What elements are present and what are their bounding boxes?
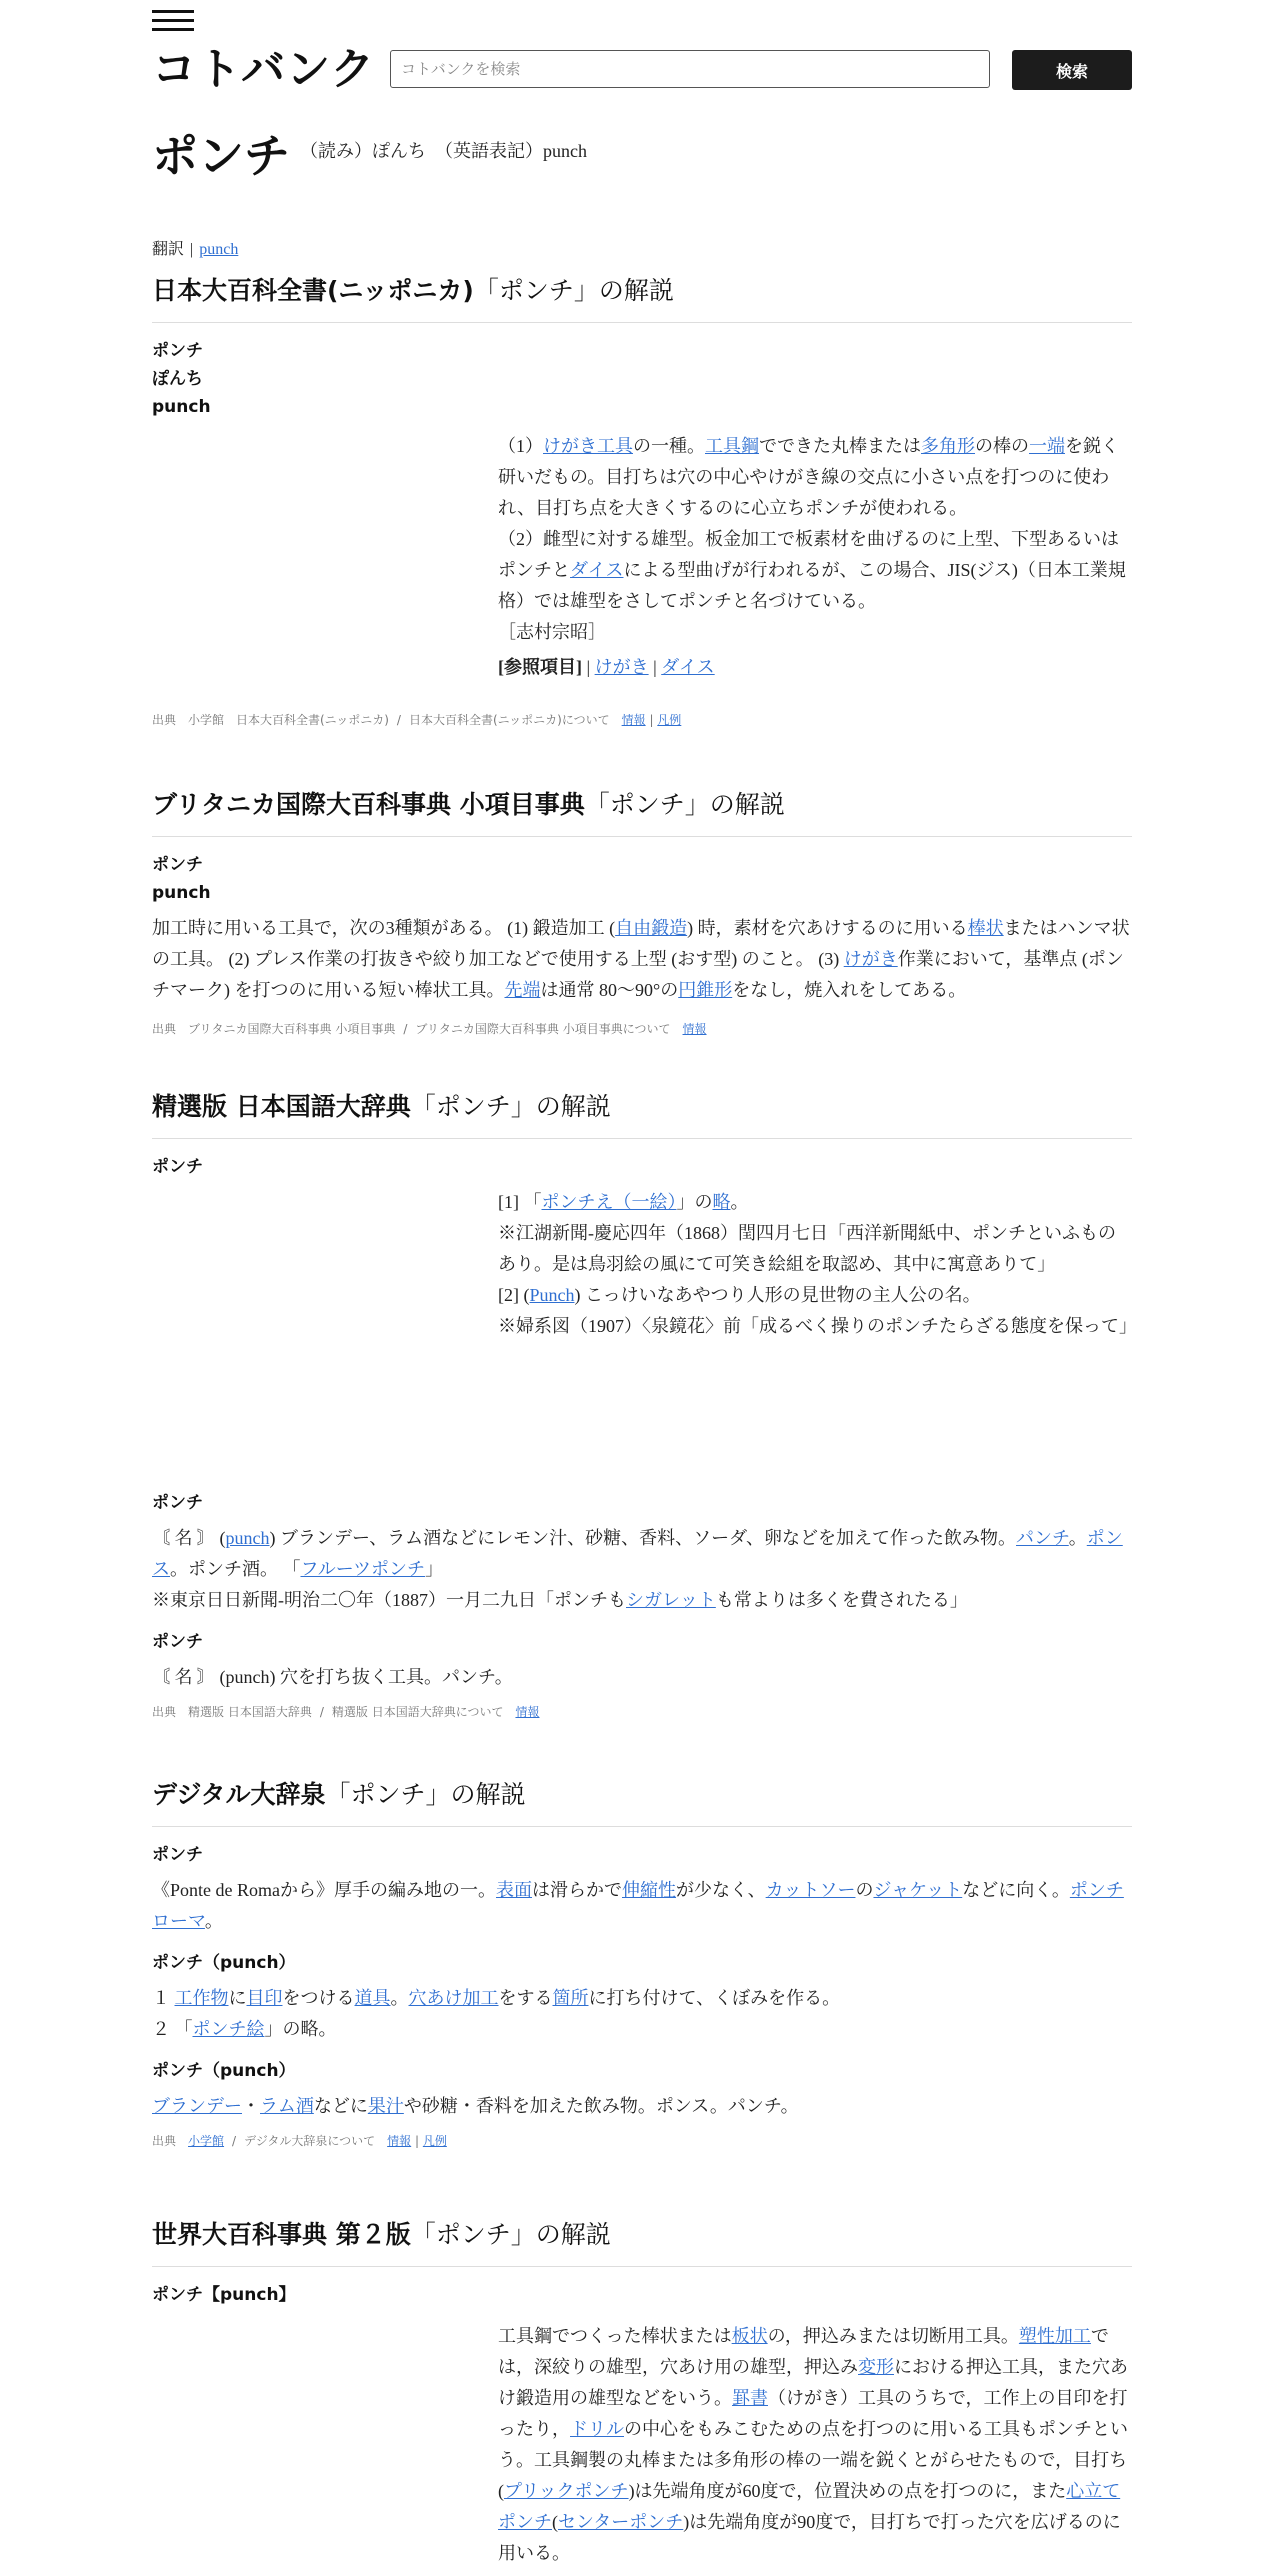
term-link[interactable]: センターポンチ <box>558 2512 684 2532</box>
text: )は先端角度が60度で，位置決めの点を打つのに，また <box>628 2481 1067 2501</box>
term-link[interactable]: ポンチえ（一絵） <box>541 1192 677 1212</box>
term-link[interactable]: 一端 <box>1029 436 1065 456</box>
text: などに向く。 <box>962 1880 1070 1900</box>
term-link[interactable]: 棒状 <box>967 918 1004 938</box>
term-link[interactable]: 箇所 <box>552 1988 589 2008</box>
term-link[interactable]: ポンチローマ <box>152 1880 1124 1931</box>
text: ２ 「 <box>152 2019 193 2039</box>
text: や砂糖・香料を加えた飲み物。ポンス。パンチ。 <box>403 2096 799 2116</box>
entry-body <box>152 1983 1132 2045</box>
definition <box>152 1983 1132 2014</box>
text: ) 時，素材を穴あけするのに用いる <box>687 918 968 938</box>
definition <box>498 1187 1132 1218</box>
page-title: ポンチ <box>152 129 290 183</box>
term-link[interactable]: パンチ <box>1016 1528 1069 1548</box>
section-daijisen <box>152 1778 1132 2149</box>
info-link[interactable]: 情報 <box>682 1022 707 1036</box>
dictionary-name: 精選版 日本国語大辞典 <box>152 1092 411 1121</box>
term-link[interactable]: 板状 <box>731 2326 768 2346</box>
term-link[interactable]: ポンス <box>152 1528 1123 1579</box>
text: ※東京日日新聞-明治二〇年（1887）一月二九日「ポンチも <box>152 1590 626 1610</box>
text: では，深絞りの雄型，穴あけ用の雄型，押込み <box>498 2326 1109 2377</box>
section-sekai <box>152 2218 1132 2569</box>
definition <box>152 2014 1132 2045</box>
entry-body <box>152 1523 1132 1616</box>
source-line: 出典 ブリタニカ国際大百科事典 小項目事典 / ブリタニカ国際大百科事典 小項目事典について 情報 <box>152 1022 707 1036</box>
about-text: ブリタニカ国際大百科事典 小項目事典について <box>415 1022 671 1036</box>
dictionary-name: 日本大百科全書(ニッポニカ) <box>152 276 474 305</box>
term-link[interactable]: 変形 <box>858 2357 894 2377</box>
text: [2] ( <box>498 1285 530 1305</box>
headword: ポンチ <box>152 1157 203 1177</box>
separator: | <box>190 241 194 258</box>
text: をつける <box>282 1988 355 2008</box>
section-title <box>152 2218 1132 2267</box>
author: ［志村宗昭］ <box>498 622 606 642</box>
source-line: 出典 小学館 日本大百科全書(ニッポニカ) / 日本大百科全書(ニッポニカ)について 情報 | 凡例 <box>152 713 682 727</box>
legend-link[interactable]: 凡例 <box>657 713 682 727</box>
source-text: 出典 <box>152 2134 177 2148</box>
section-title <box>152 1778 1132 1827</box>
definition: 〘 名 〙 (punch) 穴を打ち抜く工具。パンチ。 <box>152 1667 513 1687</box>
text: [1] 「 <box>498 1192 542 1212</box>
text: 。 <box>1068 1528 1087 1548</box>
section-title-suffix: 「ポンチ」の解説 <box>325 1780 526 1809</box>
headword: ポンチ <box>152 1493 203 1513</box>
text: またはハンマ状の工具。 (2) プレス作業の打抜きや絞り加工などで使用する上型 (おす型) のこと。 (3) <box>152 918 1130 969</box>
about-text: 日本大百科全書(ニッポニカ)について <box>408 713 610 727</box>
text: をする <box>498 1988 553 2008</box>
text: 。 <box>730 1192 749 1212</box>
text: の <box>855 1880 874 1900</box>
hamburger-menu-icon[interactable] <box>152 10 194 32</box>
entry-body <box>498 431 1132 683</box>
site-logo[interactable]: コトバンク <box>152 44 376 95</box>
term-link[interactable]: 果汁 <box>367 2096 404 2116</box>
section-title <box>152 274 1132 323</box>
text: による型曲げが行われるが、この場合、JIS(ジス)（日本工業規格）では雄型をさしてポンチと名づけている。 <box>498 560 1126 611</box>
term-link[interactable]: プリックポンチ <box>504 2481 629 2501</box>
term-link[interactable]: フルーツポンチ <box>300 1559 426 1579</box>
text: 」の略。 <box>264 2019 337 2039</box>
text: 。ポンチ酒。 「 <box>170 1559 301 1579</box>
translation-link[interactable]: punch <box>199 241 239 258</box>
term-link[interactable]: ダイス <box>570 560 624 580</box>
term-link[interactable]: 多角形 <box>921 436 975 456</box>
text: ・ <box>242 2096 260 2116</box>
term-link[interactable]: カットソー <box>765 1880 856 1900</box>
section-title-suffix: 「ポンチ」の解説 <box>473 276 674 305</box>
definition <box>152 1875 1132 1937</box>
term-link[interactable]: Punch <box>529 1285 575 1305</box>
reading-text: （読み）ぽんち （英語表記）punch <box>300 140 587 161</box>
text: は滑らかで <box>532 1880 622 1900</box>
text: は通常 80～90°の <box>540 980 679 1000</box>
text: に打ち付けて、くぼみを作る。 <box>588 1988 841 2008</box>
headword-reading: ぽんち <box>152 369 203 389</box>
section-title <box>152 788 1132 837</box>
section-title-suffix: 「ポンチ」の解説 <box>410 2220 611 2249</box>
reference-link[interactable]: ダイス <box>661 657 715 677</box>
text: 。 <box>390 1988 409 2008</box>
term-link[interactable]: 塑性加工 <box>1018 2326 1091 2346</box>
citation <box>152 1585 1132 1616</box>
term-link[interactable]: けがき工具 <box>543 436 633 456</box>
term-link[interactable]: 心立てポンチ <box>498 2481 1121 2532</box>
reference-row: [参照項目] | けがき | ダイス <box>498 657 715 677</box>
translation-label: 翻訳 <box>152 241 185 258</box>
dictionary-name: デジタル大辞泉 <box>152 1780 326 1809</box>
entry-body <box>152 913 1132 1006</box>
term-link[interactable]: ポンチ絵 <box>192 2019 265 2039</box>
source-text: 出典 小学館 日本大百科全書(ニッポニカ) <box>152 713 389 727</box>
text: が少なく、 <box>676 1880 766 1900</box>
text: ) ブランデー、ラム酒などにレモン汁、砂糖、香料、ソーダ、卵などを加えて作った飲み物。 <box>269 1528 1017 1548</box>
text: の中心をもみこむための点を打つのに用いる工具もポンチという。工具鋼製の丸棒または多角形の棒の一端を鋭くとがらせたもので，目打ち( <box>498 2419 1128 2501</box>
text: 作業において，基準点 (ポンチマーク) を打つのに用いる短い棒状工具。 <box>152 949 1124 1000</box>
term-link[interactable]: けがき <box>843 949 898 969</box>
text: でできた丸棒または <box>759 436 921 456</box>
info-link[interactable]: 情報 <box>515 1705 540 1719</box>
definition <box>152 1523 1132 1585</box>
search-input[interactable] <box>390 50 990 88</box>
source-text: 出典 ブリタニカ国際大百科事典 小項目事典 <box>152 1022 396 1036</box>
term-link[interactable]: 先端 <box>504 980 541 1000</box>
term-link[interactable]: 目印 <box>246 1988 283 2008</box>
headword: ポンチ <box>152 1845 203 1865</box>
headword-english: punch <box>152 883 211 903</box>
legend-link[interactable]: 凡例 <box>422 2134 447 2148</box>
text: 」の <box>676 1192 713 1212</box>
term-link[interactable]: 自由鍛造 <box>615 918 688 938</box>
term-link[interactable]: 工作物 <box>174 1988 229 2008</box>
term-link[interactable]: 伸縮性 <box>622 1880 676 1900</box>
info-link[interactable]: 情報 <box>387 2134 412 2148</box>
term-link[interactable]: 穴あけ加工 <box>408 1988 499 2008</box>
about-text: 精選版 日本国語大辞典について <box>331 1705 504 1719</box>
headword: ポンチ <box>152 855 203 875</box>
entry-body <box>498 1187 1137 1467</box>
definition <box>498 2321 1132 2569</box>
headword: ポンチ <box>152 1632 203 1652</box>
text: （1） <box>498 436 543 456</box>
term-link[interactable]: シガレット <box>626 1590 716 1610</box>
reference-label: [参照項目] <box>498 657 582 677</box>
section-nipponica <box>152 274 1132 728</box>
text: の，押込みまたは切断用工具。 <box>767 2326 1019 2346</box>
section-nikkoku <box>152 1090 1137 1720</box>
definition <box>152 2091 1132 2122</box>
source-line: 出典 精選版 日本国語大辞典 / 精選版 日本国語大辞典について 情報 <box>152 1705 540 1719</box>
text: 《Ponte de Romaから》厚手の編み地の一。 <box>152 1880 496 1900</box>
section-title <box>152 1090 1132 1139</box>
text: （けがき）工具のうちで，工作上の目印を打ったり， <box>498 2388 1128 2439</box>
text: （2）雌型に対する雄型。板金加工で板素材を曲げるのに上型、下型あるいはポンチと <box>498 529 1119 580</box>
paragraph <box>498 524 1132 617</box>
citation: ※婦系図（1907）〈泉鏡花〉前「成るべく操りのポンチたらざる態度を保って」 <box>498 1316 1137 1336</box>
term-link[interactable]: ラム酒 <box>260 2096 314 2116</box>
about-text: デジタル大辞泉について <box>244 2134 376 2148</box>
text: に <box>228 1988 247 2008</box>
text: 加工時に用いる工具で，次の3種類がある。 (1) 鍛造加工 ( <box>152 918 616 938</box>
headword: ポンチ <box>152 341 203 361</box>
text: などに <box>313 2096 368 2116</box>
publisher-link[interactable]: 小学館 <box>188 2134 225 2148</box>
translation-row <box>152 236 238 259</box>
title-row <box>152 120 1132 186</box>
text: を鋭く研いだもの。目打ちは穴の中心やけがき線の交点に小さい点を打つのに使われ、目打ち点を大きくするのに心立ちポンチが使われる。 <box>498 436 1119 518</box>
info-link[interactable]: 情報 <box>621 713 646 727</box>
term-link[interactable]: 道具 <box>354 1988 391 2008</box>
text: ) こっけいなあやつり人形の見世物の主人公の名。 <box>574 1285 981 1305</box>
headword-english: punch <box>152 397 211 417</box>
dictionary-name: ブリタニカ国際大百科事典 小項目事典 <box>152 790 585 819</box>
source-line: 出典 小学館 / デジタル大辞泉について 情報 | 凡例 <box>152 2134 447 2148</box>
headword: ポンチ【punch】 <box>152 2285 296 2305</box>
source-text: 出典 精選版 日本国語大辞典 <box>152 1705 312 1719</box>
text: をなし，焼入れをしてある。 <box>732 980 967 1000</box>
term-link[interactable]: ドリル <box>570 2419 624 2439</box>
text: における押込工具，また穴あけ鍛造用の雄型などをいう。 <box>498 2357 1128 2408</box>
text: の一種。 <box>633 436 705 456</box>
reference-link[interactable]: けがき <box>594 657 649 677</box>
text: 。 <box>204 1911 223 1931</box>
paragraph <box>498 431 1132 524</box>
term-link[interactable]: ジャケット <box>873 1880 963 1900</box>
section-britannica <box>152 788 1132 1037</box>
term-link[interactable]: 円錐形 <box>678 980 733 1000</box>
term-link[interactable]: 罫書 <box>732 2388 768 2408</box>
text: も常よりは多くを費されたる」 <box>715 1590 968 1610</box>
section-title-suffix: 「ポンチ」の解説 <box>410 1092 611 1121</box>
text: ( <box>552 2512 558 2532</box>
text: 〘 名 〙 ( <box>152 1528 226 1548</box>
section-title-suffix: 「ポンチ」の解説 <box>584 790 785 819</box>
definition <box>498 1280 1132 1311</box>
headword: ポンチ（punch） <box>152 2061 296 2081</box>
text: 工具鋼でつくった棒状または <box>498 2326 732 2346</box>
text: 」 <box>425 1559 444 1579</box>
dictionary-name: 世界大百科事典 第２版 <box>152 2220 411 2249</box>
search-button[interactable]: 検索 <box>1012 50 1132 90</box>
term-link[interactable]: punch <box>225 1528 270 1548</box>
headword: ポンチ（punch） <box>152 1953 296 1973</box>
text: の棒の <box>975 436 1029 456</box>
term-link[interactable]: ブランデー <box>152 2096 242 2116</box>
text: )は先端角度が90度で，目打ちで打った穴を広げるのに用いる。 <box>498 2512 1121 2563</box>
term-link[interactable]: 表面 <box>496 1880 532 1900</box>
term-link[interactable]: 工具鋼 <box>705 436 759 456</box>
citation: ※江湖新聞-慶応四年（1868）閏四月七日「西洋新聞紙中、ポンチといふものあり。是は鳥羽絵の風にて可笑き絵組を取認め、其中に寓意ありて」 <box>498 1223 1116 1274</box>
text: １ <box>152 1988 175 2008</box>
term-link[interactable]: 略 <box>712 1192 731 1212</box>
